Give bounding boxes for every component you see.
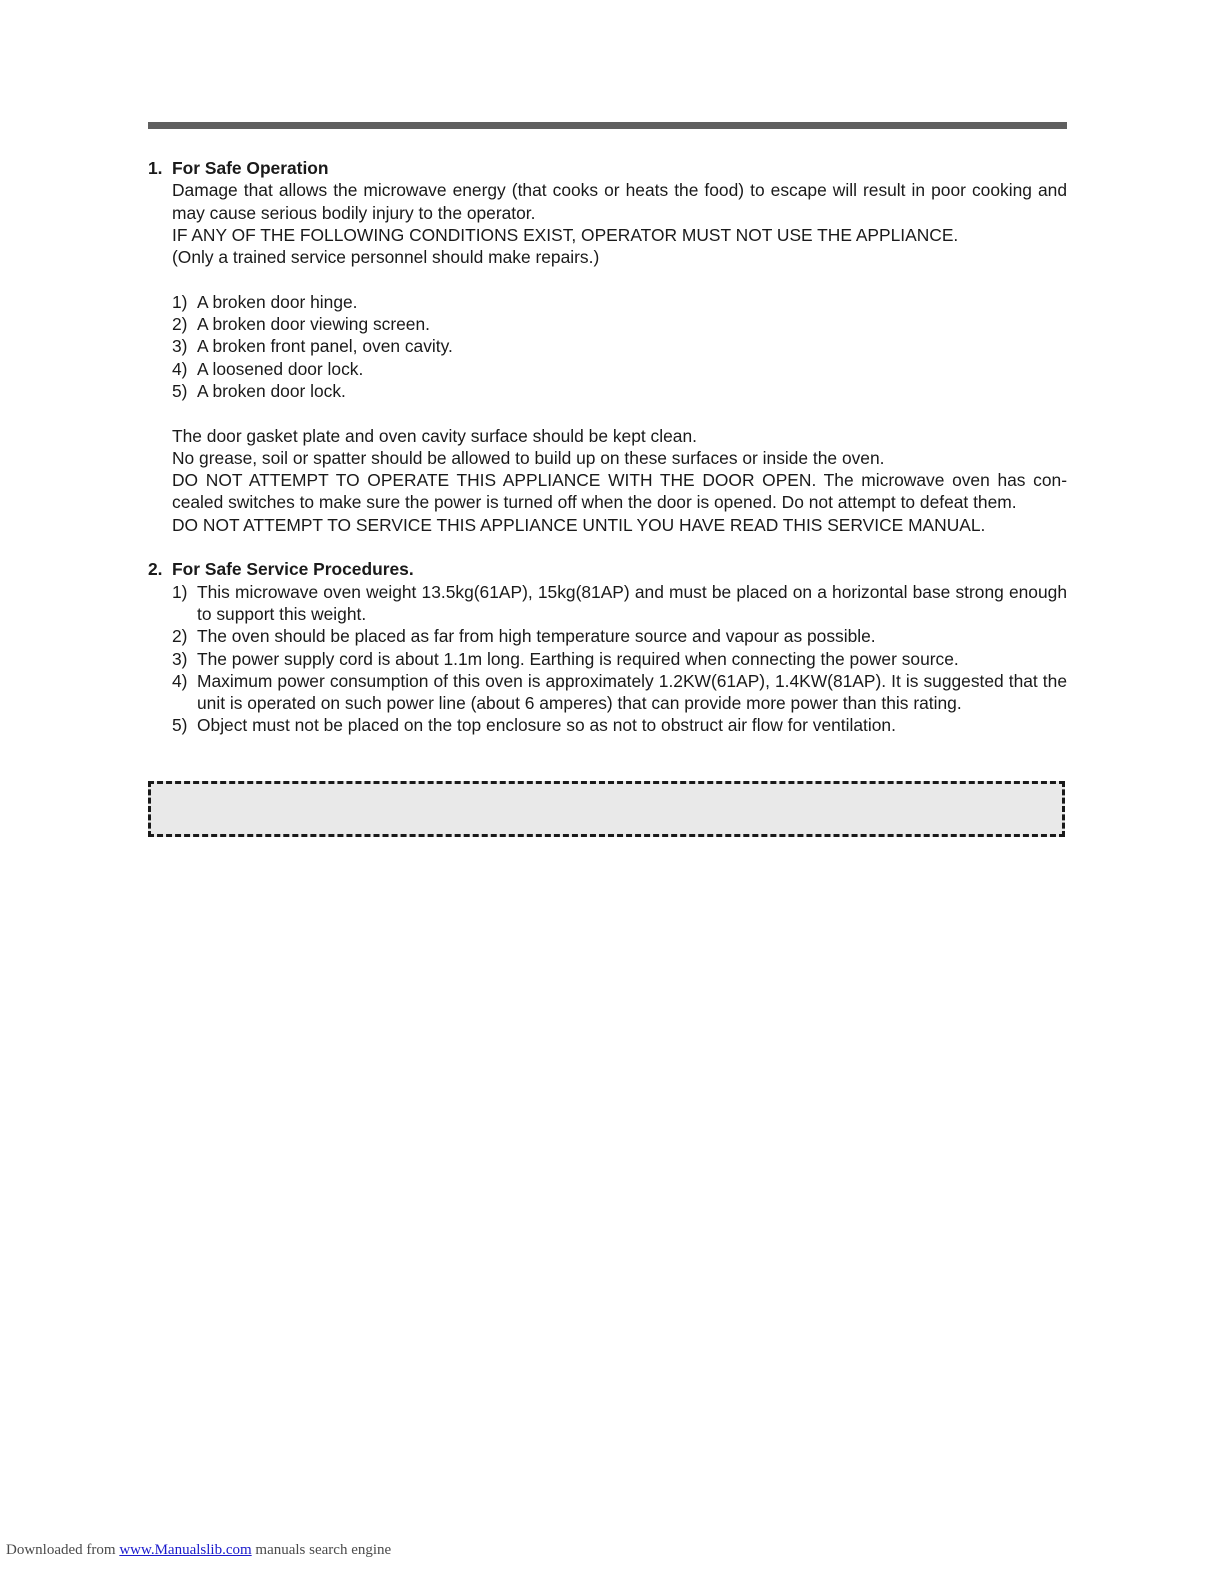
footer-suffix: manuals search engine <box>251 1542 392 1558</box>
section-2-body <box>148 581 1067 737</box>
list-item-text: A broken door hinge. <box>197 291 358 312</box>
note-paragraph: DO NOT ATTEMPT TO SERVICE THIS APPLIANCE UNTIL YOU HAVE READ THIS SERVICE MANUAL. <box>172 514 986 535</box>
warning-line: IF ANY OF THE FOLLOWING CONDITIONS EXIST, OPERATOR MUST NOT USE THE APPLIANCE. <box>172 224 959 245</box>
list-item <box>172 581 1067 626</box>
section-1-body <box>148 179 1067 558</box>
list-item-number: 2) <box>172 626 188 647</box>
list-item <box>172 313 1067 335</box>
note-paragraph: DO NOT ATTEMPT TO OPERATE THIS APPLIANCE WITH THE DOOR OPEN. The microwave oven has con-cealed switches to make sure the power is turned off when the door is opened. Do not attempt to defeat them. <box>172 470 1067 513</box>
list-item-number: 4) <box>172 358 188 379</box>
list-item-text: The power supply cord is about 1.1m long. Earthing is required when connecting the power source. <box>197 648 959 669</box>
list-item-text: A broken door viewing screen. <box>197 314 430 335</box>
list-item <box>172 670 1067 715</box>
section-1-heading <box>148 157 1067 179</box>
section-2-heading <box>148 558 1067 580</box>
list-item-number: 5) <box>172 380 188 401</box>
intro-paragraph: Damage that allows the microwave energy (that cooks or heats the food) to escape will result in poor cooking and may cause serious bodily injury to the operator. <box>172 180 1067 223</box>
list-item-text: The oven should be placed as far from high temperature source and vapour as possible. <box>197 626 876 647</box>
list-item-text: A loosened door lock. <box>197 358 364 379</box>
list-item-number: 1) <box>172 581 188 602</box>
list-item-text: A broken front panel, oven cavity. <box>197 336 453 357</box>
section-2-title: For Safe Service Procedures. <box>172 559 414 580</box>
section-2-number: 2. <box>148 559 163 580</box>
manualslib-link[interactable]: www.Manualslib.com <box>119 1542 252 1558</box>
list-item <box>172 335 1067 357</box>
dashed-note-box <box>148 781 1065 837</box>
list-item <box>172 648 1067 670</box>
top-rule <box>148 122 1067 129</box>
list-item <box>172 358 1067 380</box>
repair-note: (Only a trained service personnel should make repairs.) <box>172 247 600 268</box>
download-footer <box>6 1542 391 1559</box>
list-item-number: 3) <box>172 648 188 669</box>
list-item <box>172 625 1067 647</box>
list-item-text: Maximum power consumption of this oven is approximately 1.2KW(61AP), 1.4KW(81AP). It is suggested that the unit is operated on such power line (about 6 amperes) that can provide more power than this rating. <box>197 670 1067 714</box>
list-item-number: 2) <box>172 314 188 335</box>
list-item <box>172 380 1067 402</box>
note-paragraph: The door gasket plate and oven cavity surface should be kept clean. <box>172 425 697 446</box>
list-item <box>172 714 1067 736</box>
list-item-number: 4) <box>172 670 188 691</box>
list-item-text: Object must not be placed on the top enclosure so as not to obstruct air flow for ventilation. <box>197 715 896 736</box>
list-item-number: 1) <box>172 291 188 312</box>
section-1-title: For Safe Operation <box>172 158 329 178</box>
list-item-text: This microwave oven weight 13.5kg(61AP), 15kg(81AP) and must be placed on a horizontal base strong enough to support this weight. <box>197 581 1067 624</box>
list-item <box>172 291 1067 313</box>
footer-prefix: Downloaded from <box>6 1542 120 1558</box>
manual-content <box>148 157 1067 737</box>
list-item-text: A broken door lock. <box>197 380 346 401</box>
section-1-number: 1. <box>148 158 163 178</box>
note-paragraph: No grease, soil or spatter should be allowed to build up on these surfaces or inside the oven. <box>172 447 885 468</box>
list-item-number: 5) <box>172 715 188 736</box>
list-item-number: 3) <box>172 336 188 357</box>
